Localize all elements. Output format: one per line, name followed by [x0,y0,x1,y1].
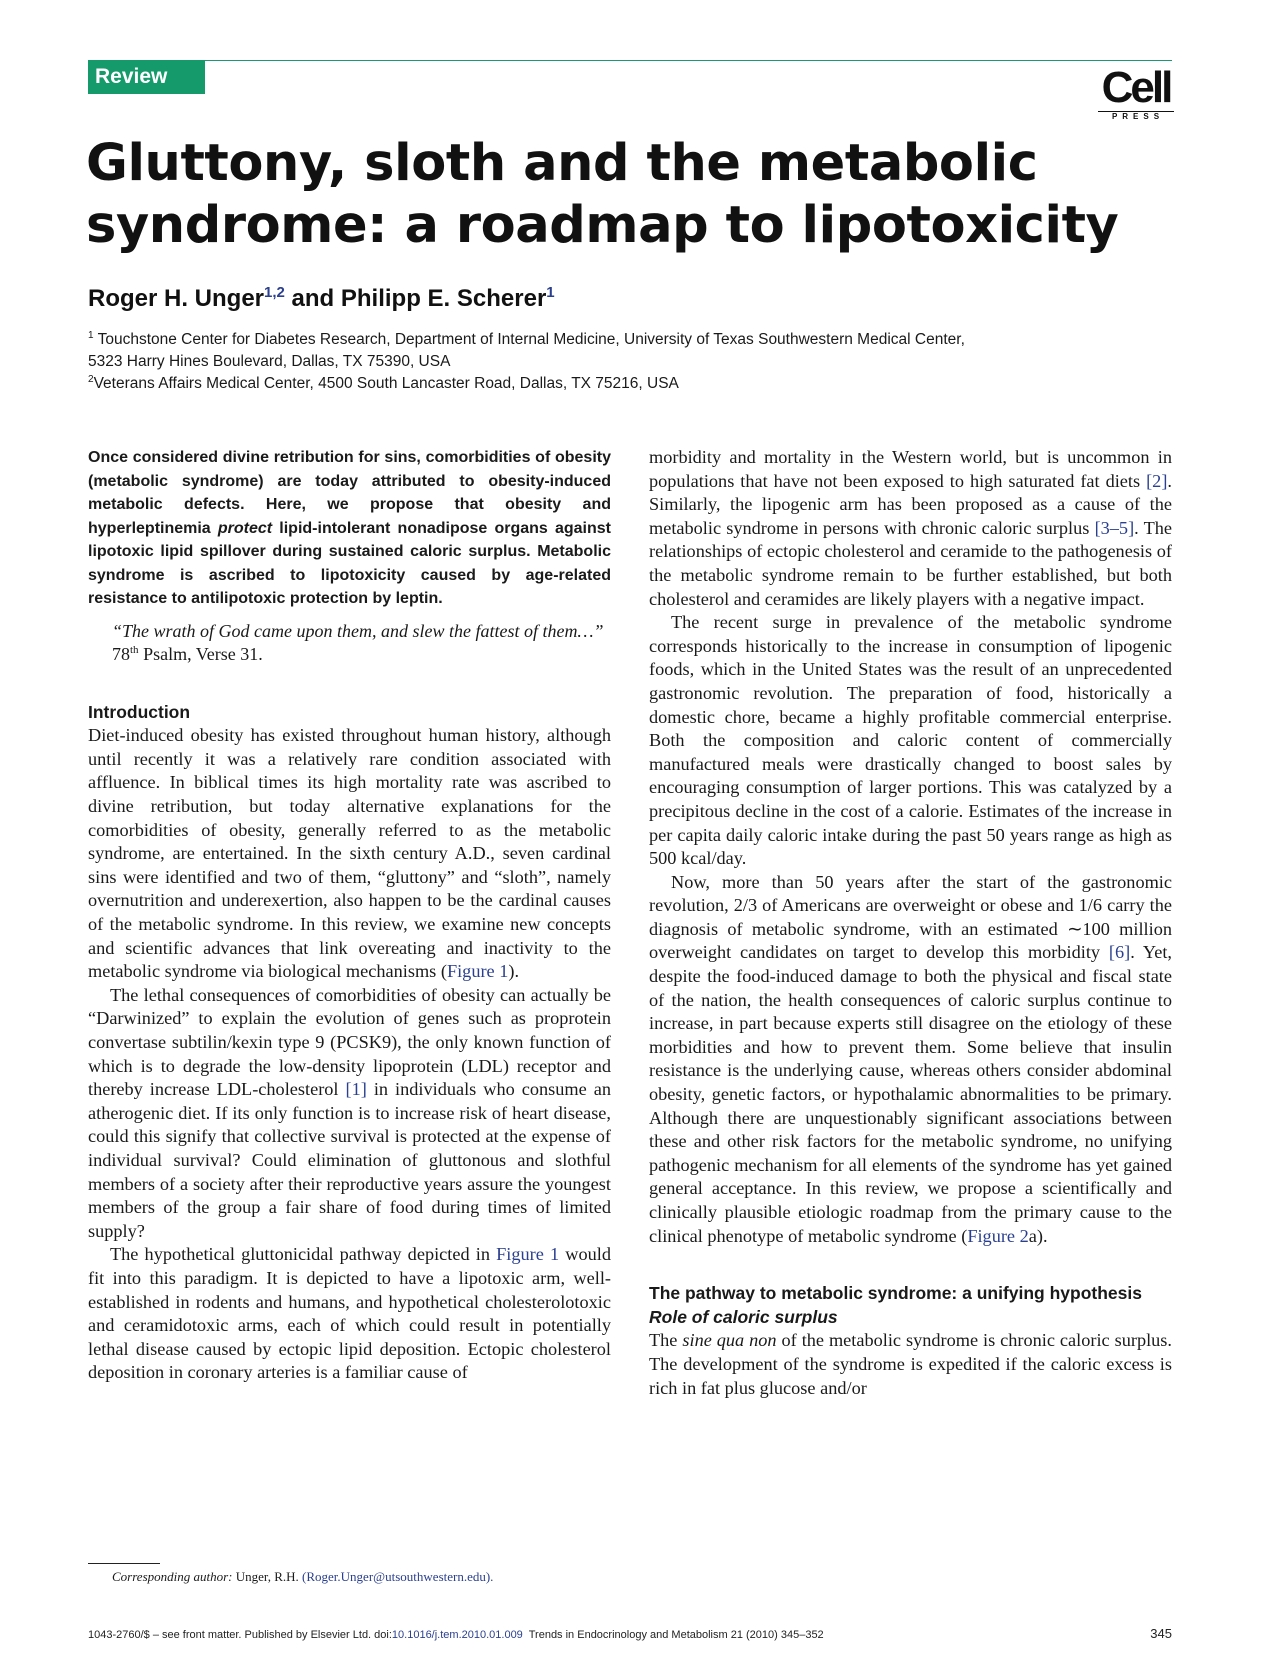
figure-1-link[interactable]: Figure 1 [446,961,509,982]
reference-1-link[interactable]: [1] [345,1079,367,1100]
author-1-affiliation-mark: 1,2 [264,284,285,301]
review-tag: Review [88,60,205,94]
author-line [88,284,555,314]
reference-2-link[interactable]: [2] [1146,470,1168,491]
page-footer: 1043-2760/$ – see front matter. Published by Elsevier Ltd. doi:10.1016/j.tem.2010.01.009 Trends in Endocrinology and Metabolism 21 (2010) 345–352 345 [88,1626,1172,1641]
logo-press: PRESS [1098,111,1174,122]
abstract: Once considered divine retribution for sins, comorbidities of obesity (metabolic syndrome) are today attributed to obesity-induced metabolic defects. Here, we propose that obesity and hyperleptinemia protect lipid-intolerant nonadipose organs against lipotoxic lipid spillover during sustained caloric surplus. Metabolic syndrome is ascribed to lipotoxicity caused by age-related resistance to antilipotoxic protection by leptin. [88,449,612,607]
intro-paragraph-2: The lethal consequences of comorbidities of obesity can actually be “Darwinized” to explain the evolution of genes such as proprotein convertase subtilin/kexin type 9 (PCSK9), the only known function of which is to degrade the low-density lipoprotein (LDL) receptor and thereby increase LDL-cholesterol [1] in individuals who consume an atherogenic diet. If its only function is to increase risk of heart disease, could this signify that collective survival is protected at the expense of individual survival? Could elimination of gluttonous and slothful members of a society after their reproductive years assure the youngest members of the group a fair share of food during times of limited supply? [88,984,611,1241]
reference-3-5-link[interactable]: [3–5] [1094,517,1135,538]
subsection-heading-caloric-surplus: Role of caloric surplus [649,1306,838,1327]
affiliations [88,329,1178,395]
section-heading-introduction: Introduction [88,701,191,722]
page-number: 345 [1150,1626,1172,1641]
intro-paragraph-3: The hypothetical gluttonicidal pathway depicted in Figure 1 would fit into this paradigm. It is depicted to have a lipotoxic arm, well-established in rodents and humans, and hypothetical cholesterolotoxic and ceramidotoxic arms, each of which could result in potentially lethal disease caused by ectopic lipid deposition. Ectopic cholesterol deposition in coronary arteries is a familiar cause of [88,1244,611,1383]
affiliation-2: $^2$Veterans Affairs Medical Center, 4500 South Lancaster Road, Dallas, TX 75216, USA [88,374,679,392]
right-paragraph-4: The sine qua non of the metabolic syndrome is chronic caloric surplus. The development of the syndrome is expedited if the caloric excess is rich in fat plus glucose and/or [649,1330,1172,1398]
header-rule [88,60,1172,61]
figure-2-link[interactable]: Figure 2 [967,1225,1029,1246]
section-heading-pathway: The pathway to metabolic syndrome: a unifying hypothesis [649,1283,1142,1304]
author-2: and Philipp E. Scherer [291,285,547,312]
author-2-affiliation-mark: 1 [546,284,555,301]
intro-paragraph-1: Diet-induced obesity has existed throughout human history, although until recently it was a relatively rare condition associated with affluence. In biblical times its high mortality rate was ascribed to divine retribution, but today alternative explanations for the comorbidities of obesity, generally referred to as the metabolic syndrome, are entertained. In the sixth century A.D., seven cardinal sins were identified and two of them, “gluttony” and “sloth”, namely overnutrition and underexertion, also happen to be the cardinal causes of the metabolic syndrome. In this review, we examine new concepts and scientific advances that link overeating and inactivity to the metabolic syndrome via biological mechanisms (Figure 1). [88,725,611,982]
corresponding-author-note: Corresponding author: Unger, R.H. (Roger.Unger@utsouthwestern.edu). [112,1569,494,1584]
journal-citation: Trends in Endocrinology and Metabolism 21 (2010) 345–352 [528,1629,824,1641]
affiliation-1: $^1$ Touchstone Center for Diabetes Research, Department of Internal Medicine, University of Texas Southwestern Medical Center, 5323 Harry Hines Boulevard, Dallas, TX 75390, USA [88,330,965,370]
right-paragraph-2: The recent surge in prevalence of the metabolic syndrome corresponds historically to the increase in consumption of lipogenic foods, which in the United States was the result of an unprecedented gastronomic revolution. The preparation of food, historically a domestic chore, became a highly profitable commercial enterprise. Both the composition and caloric content of commercially manufactured meals were drastically changed to boost sales by encouraging consumption of larger portions. This was catalyzed by a precipitous decline in the cost of a calorie. Estimates of the increase in per capita daily caloric intake during the past 50 years range as high as 500 kcal/day. [649,612,1172,869]
left-column [88,446,611,1385]
logo-word: Cell [1101,63,1171,112]
figure-1-link-2[interactable]: Figure 1 [496,1244,560,1265]
right-paragraph-1: morbidity and mortality in the Western world, but is uncommon in populations that have not been exposed to high saturated fat diets [2]. Similarly, the lipogenic arm has been proposed as a cause of the metabolic syndrome in persons with chronic caloric surplus [3–5]. The relationships of ectopic cholesterol and ceramide to the pathogenesis of the metabolic syndrome remain to be further established, but both cholesterol and ceramides are likely players with a negative impact. [649,447,1173,609]
author-1: Roger H. Unger [88,285,265,312]
epigraph: “The wrath of God came upon them, and slew the fattest of them…” 78th Psalm, Verse 31. [112,620,604,665]
author-email-link[interactable]: (Roger.Unger@utsouthwestern.edu). [302,1569,494,1584]
reference-6-link[interactable]: [6] [1108,942,1131,963]
right-column [649,446,1172,1400]
cell-press-logo [1098,63,1174,122]
footnote-rule [88,1563,160,1564]
right-paragraph-3: Now, more than 50 years after the start of the gastronomic revolution, 2/3 of Americans are overweight or obese and 1/6 carry the diagnosis of metabolic syndrome, with an estimated ∼100 million overweight candidates on target to develop this morbidity [6]. Yet, despite the food-induced damage to both the physical and fiscal state of the nation, the health consequences of caloric surplus continue to increase, in part because experts still disagree on the etiology of these morbidities and how to prevent them. Some believe that insulin resistance is the underlying cause, whereas others consider abdominal obesity, genetic factors, or hypothalamic abnormalities to be primary. Although there are unquestionably significant associations between these and other risk factors for the metabolic syndrome, no unifying pathogenic mechanism for all elements of the syndrome has yet gained general acceptance. In this review, we propose a scientifically and clinically plausible etiologic roadmap from the primary cause to the clinical phenotype of metabolic syndrome (Figure 2a). [649,871,1172,1246]
doi-link[interactable]: 10.1016/j.tem.2010.01.009 [391,1629,523,1641]
article-title: Gluttony, sloth and the metabolic syndrome: a roadmap to lipotoxicity [86,134,1119,255]
